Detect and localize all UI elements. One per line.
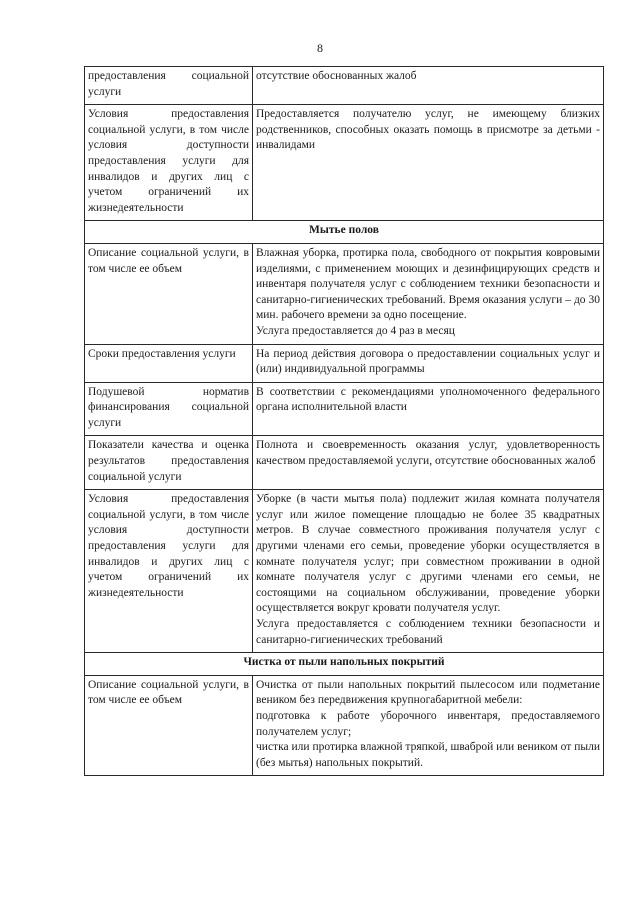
value-paragraph: Предоставляется получателю услуг, не имеющему близких родственников, способных оказать помощь в присмотре за детьми - инвалидами bbox=[256, 108, 600, 152]
services-table bbox=[84, 66, 604, 776]
value-paragraph: Влажная уборка, протирка пола, свободного от покрытия ковровыми изделиями, с применением моющих и дезинфицирующих средств и инвентаря получателя услуг с соблюдением техники безопасности и санитарно-гигиенических требований. Время оказания услуги – до 30 мин. рабочего времени за одно посещение. bbox=[256, 246, 600, 322]
row-label: предоставления социальной услуги bbox=[85, 67, 253, 105]
row-value bbox=[253, 490, 604, 653]
table-row bbox=[85, 382, 604, 436]
table-row bbox=[85, 243, 604, 344]
table-row bbox=[85, 490, 604, 653]
value-paragraph: подготовка к работе уборочного инвентаря, предоставляемого получателем услуг; bbox=[256, 709, 600, 738]
page-number: 8 bbox=[317, 41, 323, 55]
row-value bbox=[253, 382, 604, 436]
row-value bbox=[253, 105, 604, 221]
table-row bbox=[85, 675, 604, 776]
row-label: Сроки предоставления услуги bbox=[85, 344, 253, 382]
row-label: Условия предоставления социальной услуги, в том числе условия доступности предоставления услуги для инвалидов и других лиц с учетом ограничений их жизнедеятельности bbox=[85, 105, 253, 221]
section-title: Чистка от пыли напольных покрытий bbox=[85, 653, 604, 676]
section-header-row bbox=[85, 653, 604, 676]
value-paragraph: На период действия договора о предоставлении социальных услуг и (или) индивидуальной программы bbox=[256, 347, 600, 376]
row-label: Условия предоставления социальной услуги, в том числе условия доступности предоставления услуги для инвалидов и других лиц с учетом ограничений их жизнедеятельности bbox=[85, 490, 253, 653]
value-paragraph: отсутствие обоснованных жалоб bbox=[256, 70, 417, 82]
section-header-row bbox=[85, 221, 604, 244]
section-title: Мытье полов bbox=[85, 221, 604, 244]
row-value bbox=[253, 67, 604, 105]
row-value bbox=[253, 436, 604, 490]
table-row bbox=[85, 105, 604, 221]
row-label: Подушевой норматив финансирования социальной услуги bbox=[85, 382, 253, 436]
value-paragraph: Уборке (в части мытья пола) подлежит жилая комната получателя услуг или жилое помещение площадью не более 35 квадратных метров. В случае совместного проживания получателя услуг с другими членами его семьи, проведение уборки осуществляется в комнате получателя услуг; при совместном проживании в одной комнате получателя услуг с другими членами его семьи, не состоящими на социальном обслуживании, проведение уборки осуществляется вокруг кровати получателя услуг. bbox=[256, 493, 600, 615]
table-row bbox=[85, 344, 604, 382]
value-paragraph: В соответствии с рекомендациями уполномоченного федерального органа исполнительной власти bbox=[256, 385, 600, 414]
table-row bbox=[85, 436, 604, 490]
row-label: Описание социальной услуги, в том числе ее объем bbox=[85, 675, 253, 776]
value-paragraph: Очистка от пыли напольных покрытий пылесосом или подметание веником без передвижения крупногабаритной мебели: bbox=[256, 678, 600, 707]
row-value bbox=[253, 243, 604, 344]
table-row bbox=[85, 67, 604, 105]
row-value bbox=[253, 344, 604, 382]
row-label: Описание социальной услуги, в том числе ее объем bbox=[85, 243, 253, 344]
value-paragraph: Услуга предоставляется с соблюдением техники безопасности и санитарно-гигиенических требований bbox=[256, 618, 600, 646]
value-paragraph: Услуга предоставляется до 4 раз в месяц bbox=[256, 324, 455, 337]
row-value bbox=[253, 675, 604, 776]
value-paragraph: чистка или протирка влажной тряпкой, шваброй или веником от пыли (без мытья) напольных покрытий. bbox=[256, 741, 600, 769]
value-paragraph: Полнота и своевременность оказания услуг, удовлетворенность качеством предоставляемой услуги, отсутствие обоснованных жалоб bbox=[256, 439, 600, 468]
row-label: Показатели качества и оценка результатов предоставления социальной услуги bbox=[85, 436, 253, 490]
